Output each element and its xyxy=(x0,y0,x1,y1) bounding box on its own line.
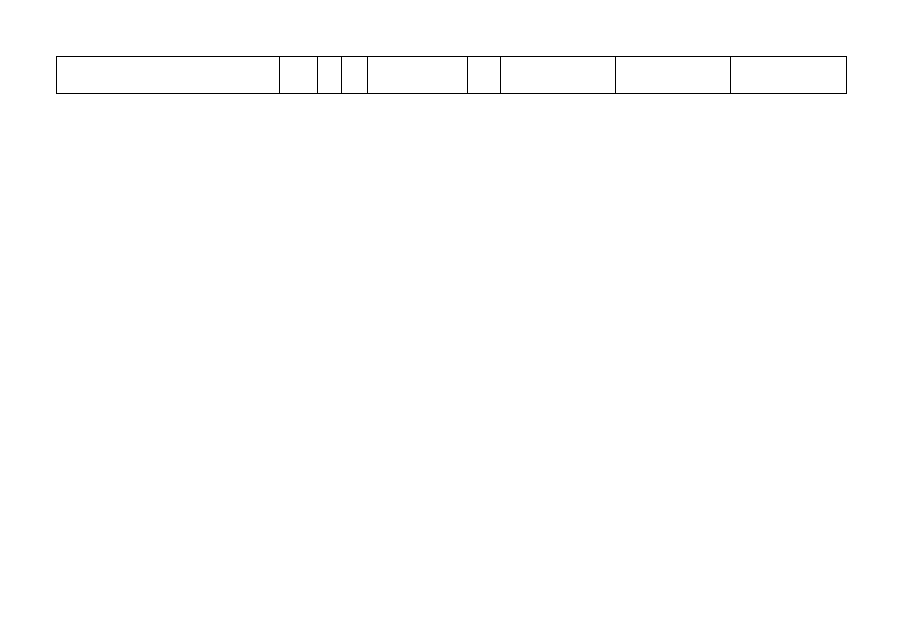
header-csr xyxy=(368,57,468,94)
header-vr xyxy=(468,57,501,94)
table-header xyxy=(56,56,847,94)
header-rz xyxy=(318,57,342,94)
header-2021 xyxy=(731,57,847,94)
header-min xyxy=(280,57,318,94)
header-2019 xyxy=(501,57,616,94)
header-pr xyxy=(342,57,368,94)
header-2020 xyxy=(616,57,731,94)
header-name xyxy=(57,57,280,94)
